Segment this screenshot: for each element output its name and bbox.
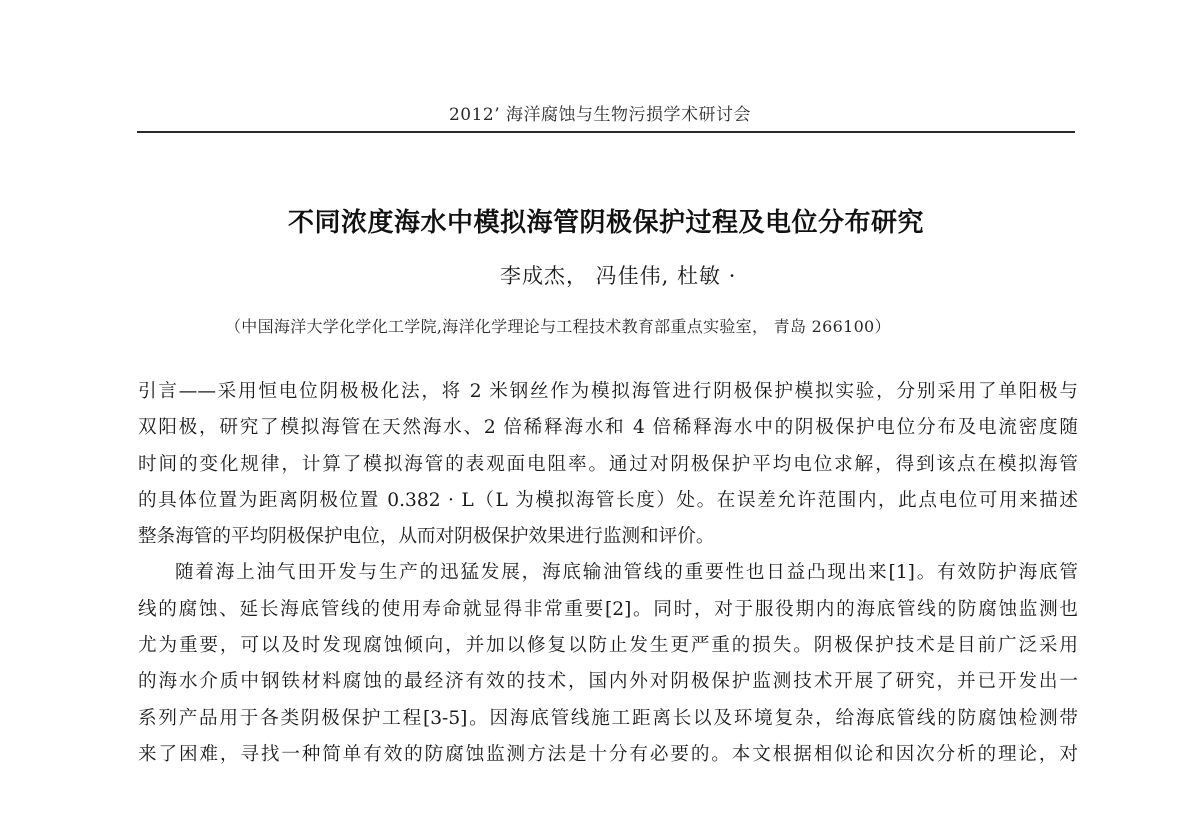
header-rule (137, 131, 1075, 133)
text-line: 随着海上油气田开发与生产的迅猛发展，海底输油管线的重要性也日益凸现出来[1]。有效防护海底管 (175, 562, 1078, 584)
text-line: 来了困难，寻找一种简单有效的防腐蚀监测方法是十分有必要的。本文根据相似论和因次分析的理论，对 (138, 743, 1078, 765)
text-line: 线的腐蚀、延长海底管线的使用寿命就显得非常重要[2]。同时，对于服役期内的海底管线的防腐蚀监测也 (138, 598, 1078, 620)
text-line: 引言——采用恒电位阴极极化法，将 2 米钢丝作为模拟海管进行阴极保护模拟实验，分别采用了单阳极与 (138, 381, 1078, 402)
text-line: 尤为重要，可以及时发现腐蚀倾向，并加以修复以防止发生更严重的损失。阴极保护技术是目前广泛采用 (138, 635, 1078, 657)
body-text (138, 374, 1078, 773)
text-line: 时间的变化规律，计算了模拟海管的表观面电阻率。通过对阴极保护平均电位求解，得到该点在模拟海管 (138, 453, 1078, 475)
authors: 李成杰， 冯佳伟, 杜敏 · (500, 264, 737, 288)
text-line: 整条海管的平均阴极保护电位，从而对阴极保护效果进行监测和评价。 (138, 526, 715, 548)
text-line: 系列产品用于各类阴极保护工程[3-5]。因海底管线施工距离长以及环境复杂，给海底管线的防腐蚀检测带 (138, 707, 1078, 729)
affiliation: （中国海洋大学化学化工学院,海洋化学理论与工程技术教育部重点实验室， 青岛 266100） (225, 317, 891, 336)
text-line: 的具体位置为距离阴极位置 0.382 · L（L 为模拟海管长度）处。在误差允许范围内，此点电位可用来描述 (138, 489, 1078, 511)
text-line: 双阳极，研究了模拟海管在天然海水、2 倍稀释海水和 4 倍稀释海水中的阴极保护电位分布及电流密度随 (138, 417, 1078, 439)
running-header: 2012’ 海洋腐蚀与生物污损学术研讨会 (448, 105, 752, 125)
paper-title: 不同浓度海水中模拟海管阴极保护过程及电位分布研究 (287, 208, 924, 238)
text-line: 的海水介质中钢铁材料腐蚀的最经济有效的技术，国内外对阴极保护监测技术开展了研究，并已开发出一 (138, 671, 1078, 693)
introduction-paragraph (138, 555, 1078, 773)
abstract-paragraph (138, 374, 1078, 555)
